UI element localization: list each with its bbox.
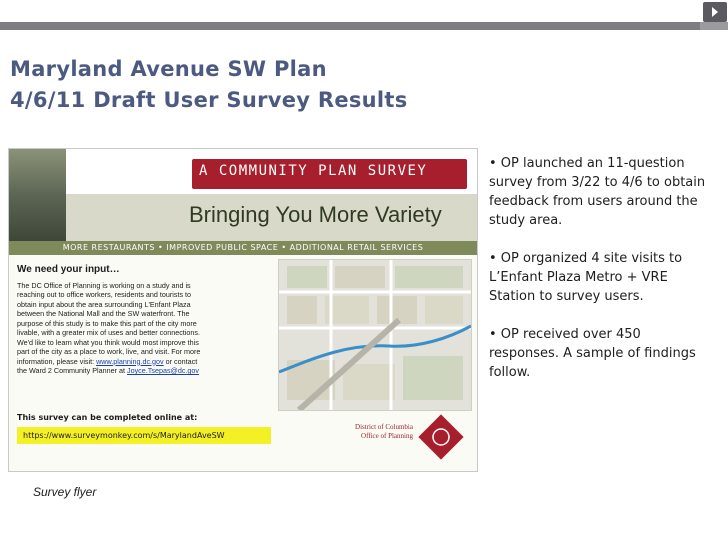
- flyer-body-line: obtain input about the area surrounding L'Enfant Plaza: [17, 299, 191, 309]
- flyer-body-line: between the National Mall and the SW waterfront. The: [17, 309, 190, 318]
- corner-button[interactable]: [703, 2, 727, 22]
- dc-logo-icon: [415, 411, 467, 463]
- flyer-planner-line: [17, 366, 272, 376]
- survey-flyer: [8, 148, 478, 472]
- map-graphic: [279, 260, 471, 410]
- flyer-body-line: reaching out to office workers, residents and tourists to: [17, 290, 192, 299]
- header-band: [0, 22, 700, 30]
- bullet-item: • OP received over 450 responses. A sample of findings follow.: [489, 327, 696, 380]
- flyer-map: [278, 259, 472, 411]
- flyer-photo-strip: [9, 149, 66, 241]
- bullet-item: • OP launched an 11-question survey from 3/22 to 4/6 to obtain feedback from users around the study area.: [489, 156, 706, 228]
- flyer-body-line: purpose of this study is to make this part of the city more: [17, 318, 197, 328]
- survey-url-link[interactable]: https://www.surveymonkey.com/s/MarylandAveSW: [17, 427, 271, 444]
- flyer-body-line: livable, with a greater mix of uses and better connections.: [17, 328, 200, 337]
- bullet-item: • OP organized 4 site visits to L’Enfant Plaza Metro + VRE Station to survey users.: [489, 251, 683, 304]
- flyer-online-label: This survey can be completed online at:: [17, 413, 198, 422]
- planning-link[interactable]: www.planning.dc.gov: [96, 356, 164, 366]
- flyer-subhead: Bringing You More Variety: [189, 202, 442, 227]
- flyer-body-line: information, please visit:: [17, 356, 95, 366]
- flyer-body-line: The DC Office of Planning is working on a study and is: [17, 280, 191, 290]
- flyer-need-input: We need your input…: [17, 264, 120, 275]
- slide-title-line2: 4/6/11 Draft User Survey Results: [10, 88, 408, 112]
- corner-arrow-icon: [703, 2, 727, 22]
- header-band-end: [700, 22, 728, 30]
- flyer-body: [17, 265, 272, 376]
- flyer-tagline: MORE RESTAURANTS • IMPROVED PUBLIC SPACE • ADDITIONAL RETAIL SERVICES: [9, 241, 477, 255]
- flyer-body-line: part of the city as a place to work, live, and visit. For more: [17, 347, 201, 356]
- slide-title-line1: Maryland Avenue SW Plan: [10, 57, 327, 81]
- flyer-body-line-with-link: [17, 357, 272, 367]
- flyer-caption: Survey flyer: [33, 485, 97, 499]
- dc-office-planning-logo: [303, 411, 473, 467]
- logo-text: [303, 423, 413, 441]
- flyer-body-line: We'd like to learn what you think would most improve this: [17, 337, 199, 347]
- bullet-list: [489, 154, 714, 401]
- or-contact-text: or contact: [165, 356, 198, 366]
- planner-text: the Ward 2 Community Planner at: [17, 366, 125, 375]
- logo-line2: Office of Planning: [361, 432, 413, 440]
- slide-title: [10, 54, 408, 116]
- flyer-header-text: A COMMUNITY PLAN SURVEY: [199, 163, 428, 179]
- logo-line1: District of Columbia: [355, 423, 413, 431]
- planner-email-link[interactable]: Joyce.Tsepas@dc.gov: [127, 366, 200, 375]
